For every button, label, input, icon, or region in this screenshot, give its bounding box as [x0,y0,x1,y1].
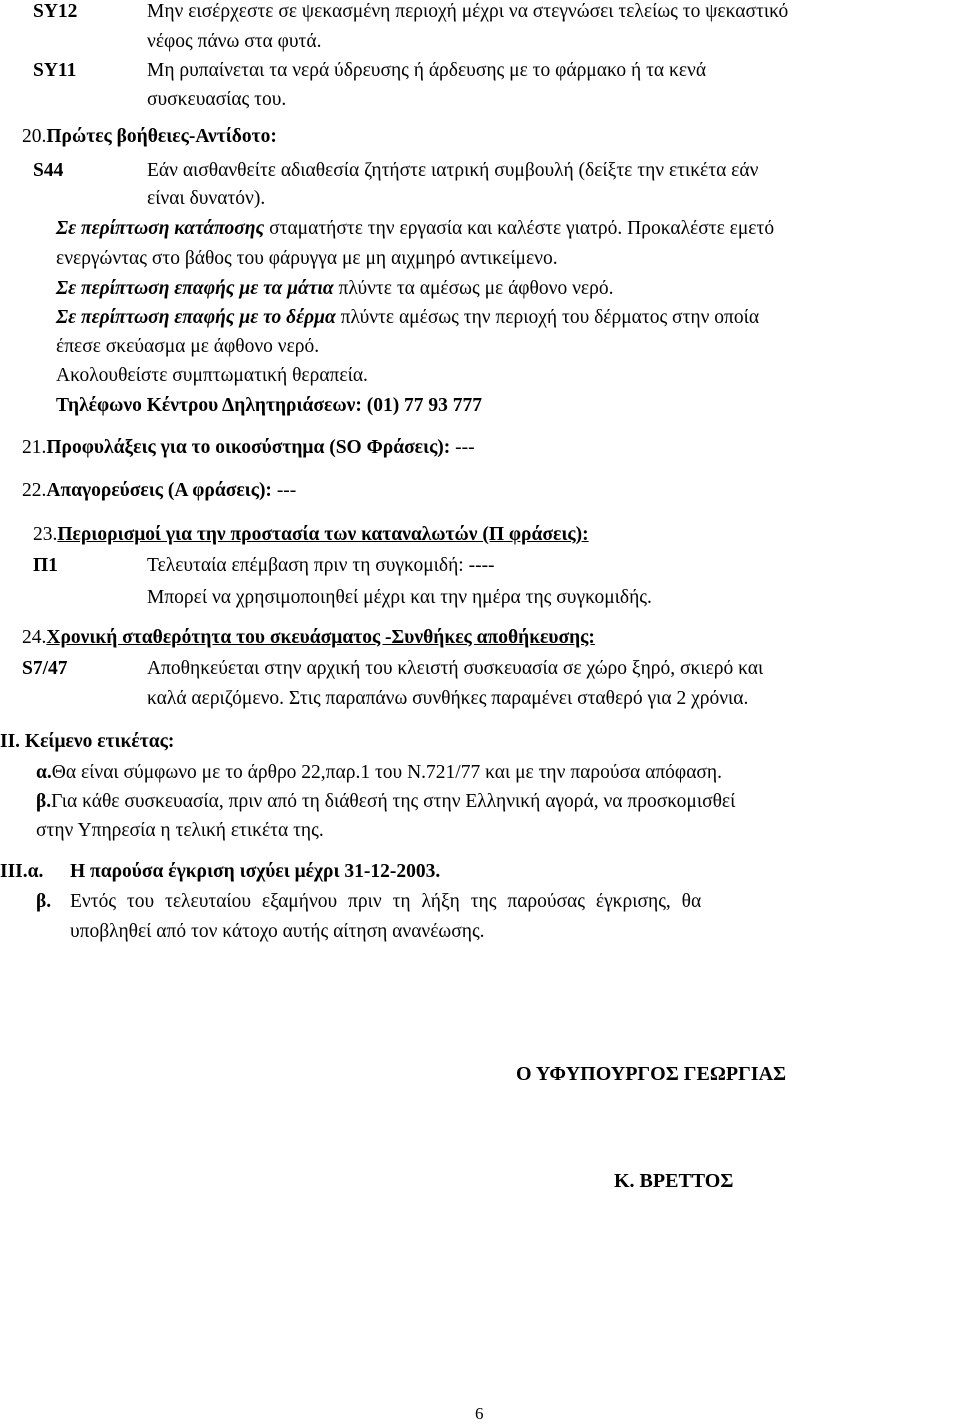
p1-text: Τελευταία επέμβαση πριν τη συγκομιδή: ---- [147,555,495,576]
sy12-text: Μην εισέρχεστε σε ψεκασμένη περιοχή μέχρι να στεγνώσει τελείως το ψεκαστικό [147,1,789,22]
sy12-text-cont: νέφος πάνω στα φυτά. [147,31,322,52]
section-24-heading [22,626,595,650]
eye-contact-label: Σε περίπτωση επαφής με τα μάτια [56,278,334,299]
section-number: 21. [22,437,47,458]
page-number: 6 [475,1404,484,1423]
section-number: 20. [22,126,47,147]
section-ii-heading: ΙΙ. Κείμενο ετικέτας: [0,731,175,752]
label-text-item-b [36,790,735,814]
section-title: Χρονική σταθερότητα του σκευάσματος -Συνθήκες αποθήκευσης: [46,627,595,648]
skin-contact-text-cont: έπεσε σκεύασμα με άφθονο νερό. [56,336,320,357]
sy12-code: SY12 [33,1,78,22]
renewal-text: Εντός του τελευταίου εξαμήνου πριν τη λήξη της παρούσας έγκρισης, θα [70,891,702,912]
p1-code: Π1 [33,555,58,576]
item-marker: β. [36,891,52,912]
section-iii-label: ΙΙΙ.α. [0,861,44,882]
s44-text-cont: είναι δυνατόν). [147,188,266,209]
section-20-heading [22,125,277,149]
signatory-title: Ο ΥΦΥΠΟΥΡΓΟΣ ΓΕΩΡΓΙΑΣ [516,1063,787,1085]
renewal-text-cont: υποβληθεί από τον κάτοχο αυτής αίτηση ανανέωσης. [70,921,485,942]
sy11-text-cont: συσκευασίας του. [147,89,287,110]
section-title: Απαγορεύσεις (Α φράσεις): [46,480,272,501]
label-text-item-b-cont: στην Υπηρεσία η τελική ετικέτα της. [36,820,324,841]
s747-code: S7/47 [22,658,68,679]
poison-center-phone: Τηλέφωνο Κέντρου Δηλητηριάσεων: (01) 77 93 777 [56,395,483,416]
s747-text: Αποθηκεύεται στην αρχική του κλειστή συσκευασία σε χώρο ξηρό, σκιερό και [147,658,764,679]
ingestion-text: σταματήστε την εργασία και καλέστε γιατρό. Προκαλέστε εμετό [264,218,775,239]
label-text-item-a [36,761,722,785]
section-value: --- [271,480,297,501]
section-number: 24. [22,627,47,648]
symptomatic-treatment: Ακολουθείστε συμπτωματική θεραπεία. [56,365,368,386]
section-21-heading [22,436,475,460]
ingestion-text-cont: ενεργώντας στο βάθος του φάρυγγα με μη αιχμηρό αντικείμενο. [56,248,558,269]
p1-text-cont: Μπορεί να χρησιμοποιηθεί μέχρι και την ημέρα της συγκομιδής. [147,587,652,608]
item-marker: α. [36,762,52,783]
s44-text: Εάν αισθανθείτε αδιαθεσία ζητήστε ιατρική συμβουλή (δείξτε την ετικέτα εάν [147,160,759,181]
s747-text-cont: καλά αεριζόμενο. Στις παραπάνω συνθήκες παραμένει σταθερό για 2 χρόνια. [147,688,749,709]
validity-text: Η παρούσα έγκριση ισχύει μέχρι 31-12-2003. [70,861,441,882]
section-title: Πρώτες βοήθειες-Αντίδοτο: [46,126,277,147]
item-marker: β. [36,791,52,812]
section-22-heading [22,479,296,503]
item-text: Για κάθε συσκευασία, πριν από τη διάθεσή της στην Ελληνική αγορά, να προσκομισθεί [51,791,736,812]
section-title: Προφυλάξεις για το οικοσύστημα (SO Φράσεις): [46,437,451,458]
eye-contact-instructions [56,277,613,301]
sy11-code: SY11 [33,60,77,81]
item-text: Θα είναι σύμφωνο με το άρθρο 22,παρ.1 του Ν.721/77 και με την παρούσα απόφαση. [51,762,722,783]
section-23-heading [33,523,589,547]
ingestion-instructions [56,217,774,241]
eye-contact-text: πλύντε τα αμέσως με άφθονο νερό. [333,278,614,299]
s44-code: S44 [33,160,64,181]
signatory-name: Κ. ΒΡΕΤΤΟΣ [614,1170,734,1192]
skin-contact-instructions [56,306,759,330]
section-value: --- [450,437,475,458]
skin-contact-text: πλύντε αμέσως την περιοχή του δέρματος στην οποία [335,307,760,328]
ingestion-label: Σε περίπτωση κατάποσης [56,218,265,239]
section-number: 23. [33,524,58,545]
section-title: Περιορισμοί για την προστασία των καταναλωτών (Π φράσεις): [57,524,589,545]
skin-contact-label: Σε περίπτωση επαφής με το δέρμα [56,307,336,328]
section-number: 22. [22,480,47,501]
sy11-text: Μη ρυπαίνεται τα νερά ύδρευσης ή άρδευσης με το φάρμακο ή τα κενά [147,60,707,81]
